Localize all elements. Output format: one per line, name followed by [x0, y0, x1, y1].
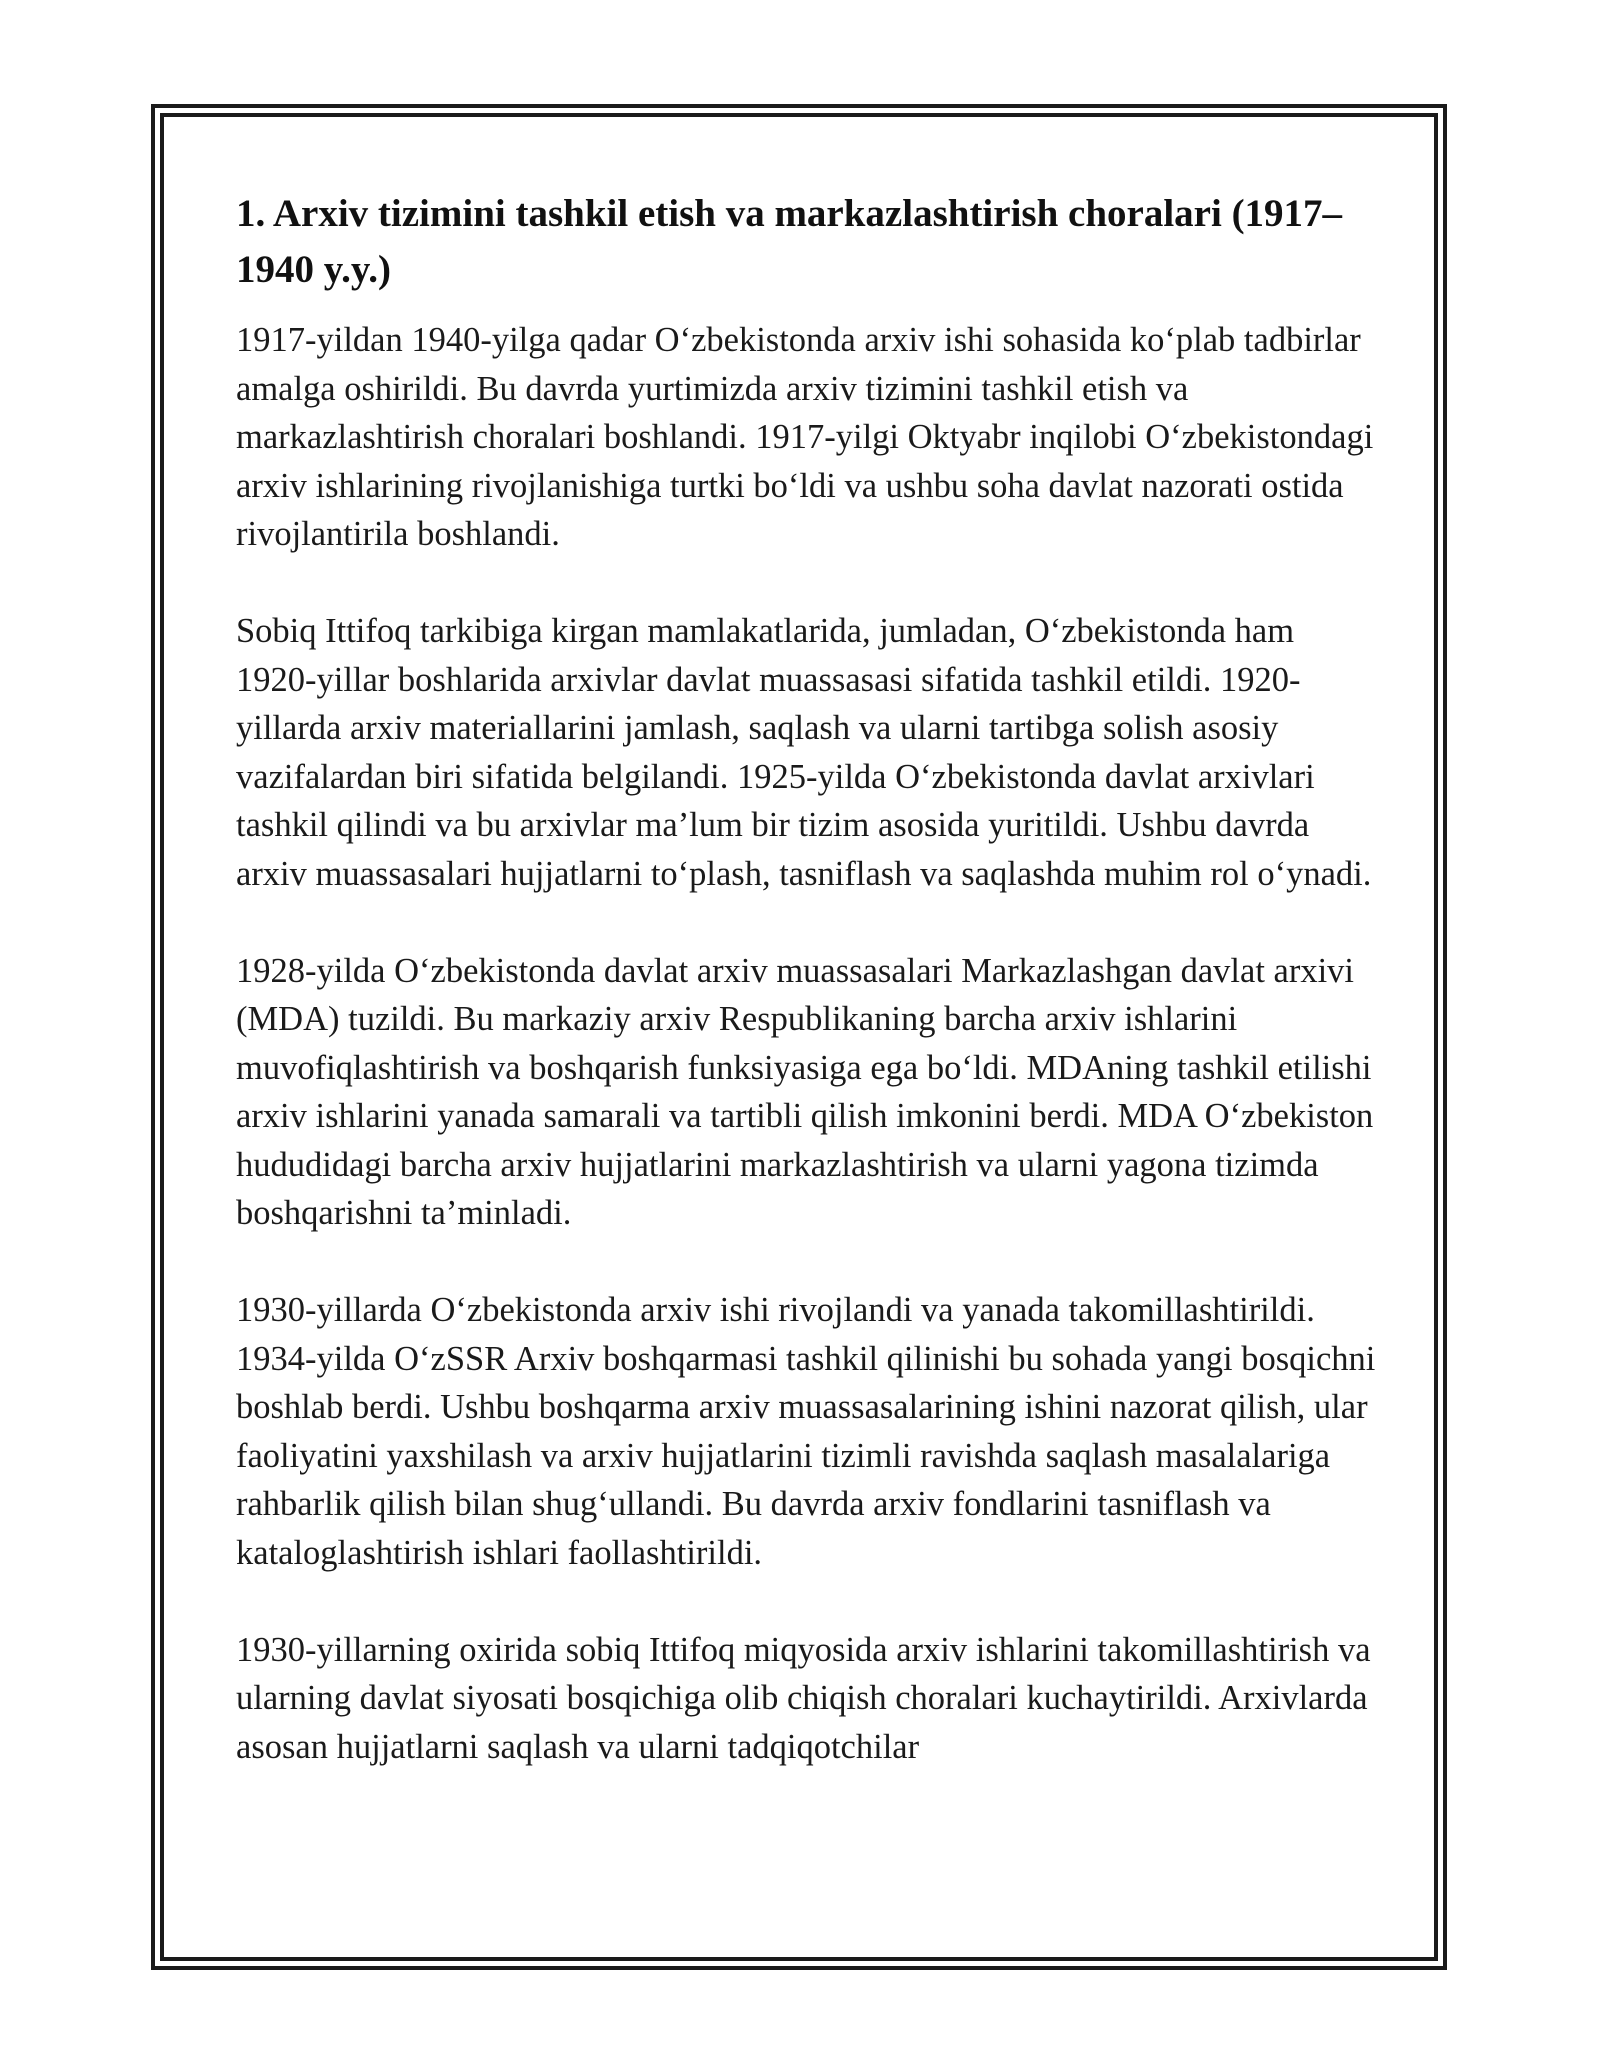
paragraph-3: 1928-yilda O‘zbekistonda davlat arxiv muassasalari Markazlashgan davlat arxivi (MDA) tuzildi. Bu markaziy arxiv Respublikaning barcha arxiv ishlarini muvofiqlashtirish va boshqarish funksiyasiga ega bo‘ldi. MDAning tashkil etilishi arxiv ishlarini yanada samarali va tartibli qilish imkonini berdi. MDA O‘zbekiston hududidagi barcha arxiv hujjatlarini markazlashtirish va ularni yagona tizimda boshqarishni ta’minladi. — [236, 951, 1374, 1232]
paragraph-4: 1930-yillarda O‘zbekistonda arxiv ishi rivojlandi va yanada takomillashtirildi. 1934-yilda O‘zSSR Arxiv boshqarmasi tashkil qilinishi bu sohada yangi bosqichni boshlab berdi. Ushbu boshqarma arxiv muassasalarining ishini nazorat qilish, ular faoliyatini yaxshilash va arxiv hujjatlarini tizimli ravishda saqlash masalalariga rahbarlik qilish bilan shug‘ullandi. Bu davrda arxiv fondlarini tasniflash va kataloglashtirish ishlari faollashtirildi. — [236, 1291, 1376, 1572]
paragraph-2: Sobiq Ittifoq tarkibiga kirgan mamlakatlarida, jumladan, O‘zbekistonda ham 1920-yillar boshlarida arxivlar davlat muassasasi sifatida tashkil etildi. 1920-yillarda arxiv materiallarini jamlash, saqlash va ularni tartibga solish asosiy vazifalardan biri sifatida belgilandi. 1925-yilda O‘zbekistonda davlat arxivlari tashkil qilindi va bu arxivlar ma’lum bir tizim asosida yuritildi. Ushbu davrda arxiv muassasalari hujjatlarni to‘plash, tasniflash va saqlashda muhim rol o‘ynadi. — [236, 612, 1372, 893]
document-body — [236, 186, 1376, 1820]
section-heading: 1. Arxiv tizimini tashkil etish va markazlashtirish choralari (1917–1940 y.y.) — [236, 192, 1343, 291]
paragraph-5: 1930-yillarning oxirida sobiq Ittifoq miqyosida arxiv ishlarini takomillashtirish va ularning davlat siyosati bosqichiga olib chiqish choralari kuchaytirildi. Arxivlarda asosan hujjatlarni saqlash va ularni tadqiqotchilar — [236, 1630, 1371, 1766]
paragraph-1: 1917-yildan 1940-yilga qadar O‘zbekistonda arxiv ishi sohasida ko‘plab tadbirlar amalga oshirildi. Bu davrda yurtimizda arxiv tizimini tashkil etish va markazlashtirish choralari boshlandi. 1917-yilgi Oktyabr inqilobi O‘zbekistondagi arxiv ishlarining rivojlanishiga turtki bo‘ldi va ushbu soha davlat nazorati ostida rivojlantirila boshlandi. — [236, 321, 1374, 553]
